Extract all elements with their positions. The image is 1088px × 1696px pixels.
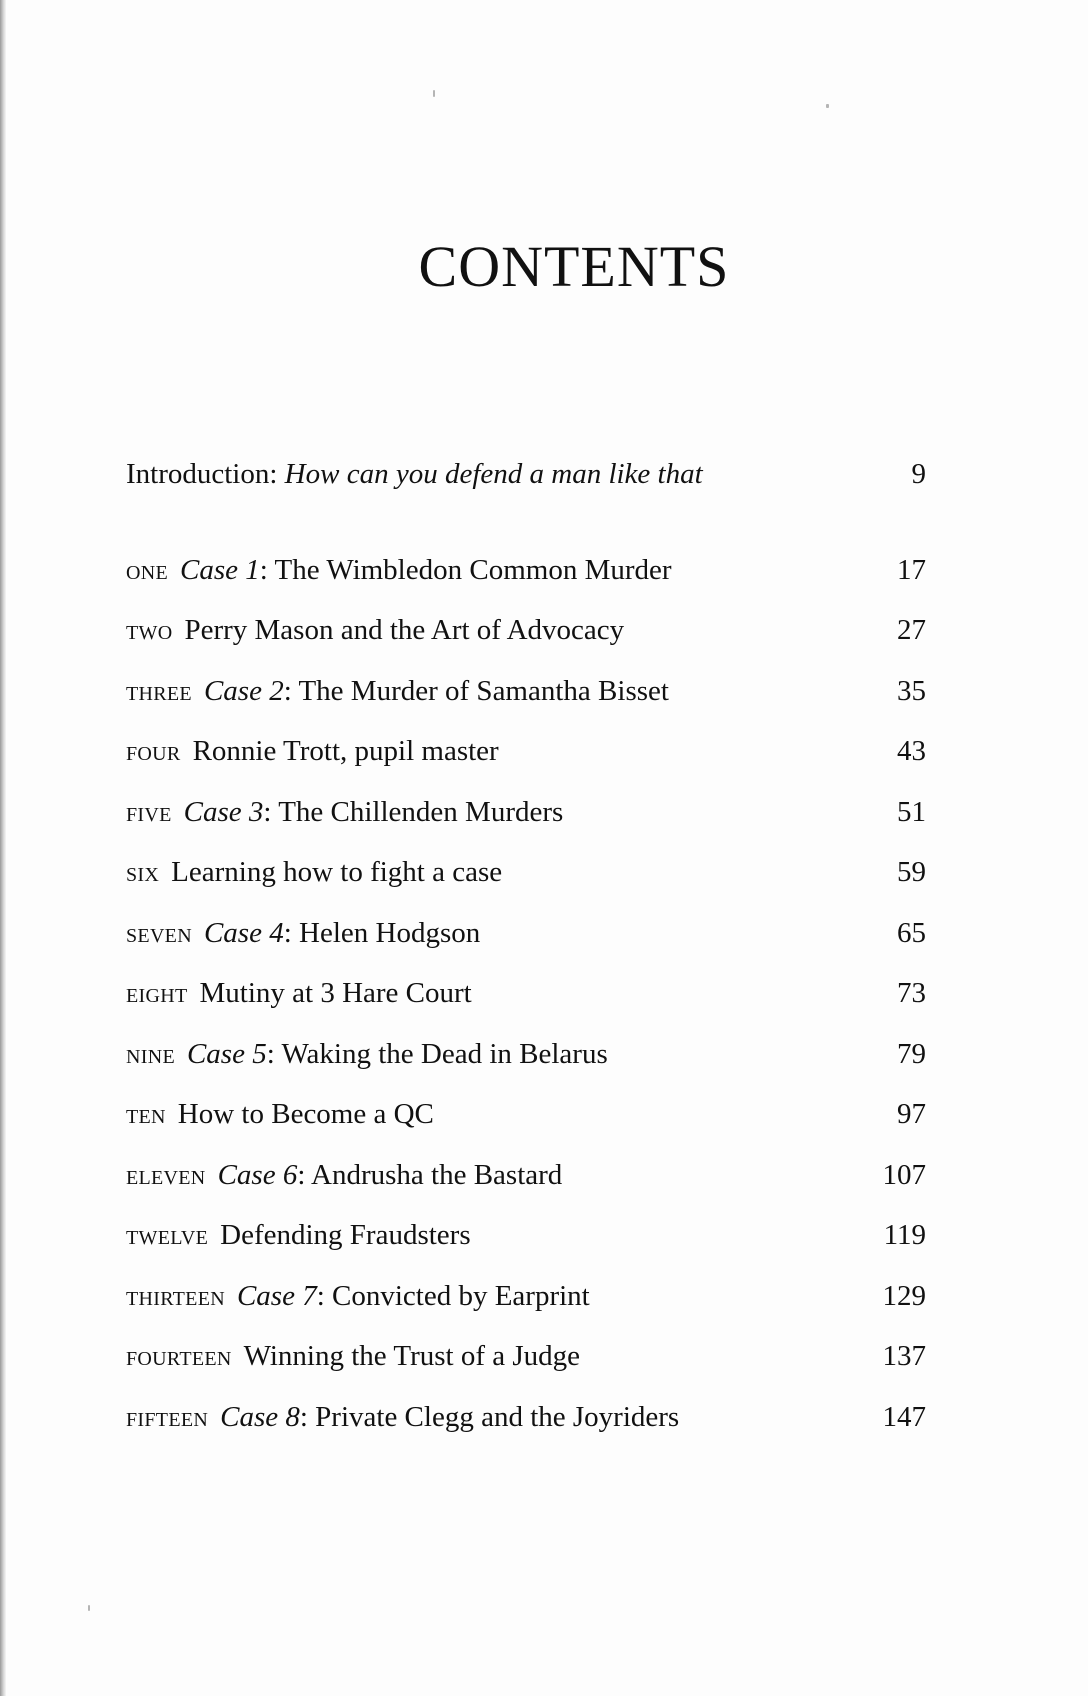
page-number: 27 (897, 614, 926, 646)
chapter-number: seven (126, 917, 192, 949)
toc-entry-introduction (126, 452, 926, 496)
case-label: Case 3 (183, 796, 264, 828)
chapter-title: : Helen Hodgson (283, 917, 481, 949)
case-label: Case 5 (186, 1038, 267, 1070)
toc-entry-chapter-15 (126, 1395, 926, 1439)
page-number: 17 (897, 554, 926, 586)
chapter-title: : Convicted by Earprint (316, 1280, 590, 1312)
case-label: Case 7 (236, 1280, 317, 1312)
toc-entry-chapter-12 (126, 1213, 926, 1257)
print-speck (88, 1605, 90, 1611)
toc-entry-chapter-9 (126, 1032, 926, 1076)
page-number: 65 (897, 917, 926, 949)
toc-entry-chapter-1 (126, 548, 926, 592)
chapter-number: three (126, 675, 192, 707)
page-number: 59 (897, 856, 926, 888)
chapter-title: Perry Mason and the Art of Advocacy (184, 614, 625, 646)
toc-entry-chapter-2 (126, 608, 926, 652)
chapter-title: Mutiny at 3 Hare Court (199, 977, 472, 1009)
chapter-title: Winning the Trust of a Judge (243, 1340, 581, 1372)
chapter-number: twelve (126, 1219, 209, 1251)
page-number: 9 (911, 458, 926, 490)
chapter-title: Learning how to fight a case (171, 856, 503, 888)
page-number: 43 (897, 735, 926, 767)
chapter-title: : Andrusha the Bastard (297, 1159, 563, 1191)
introduction-label: Introduction: (126, 458, 278, 490)
page-number: 97 (897, 1098, 926, 1130)
chapter-number: six (126, 856, 160, 888)
case-label: Case 2 (203, 675, 284, 707)
page-number: 137 (882, 1340, 926, 1372)
page-number: 51 (897, 796, 926, 828)
chapter-number: fifteen (126, 1401, 209, 1433)
print-speck (433, 90, 435, 97)
case-label: Case 6 (217, 1159, 298, 1191)
toc-entry-chapter-4 (126, 729, 926, 773)
introduction-subtitle: How can you defend a man like that (284, 458, 703, 490)
toc-entry-chapter-10 (126, 1092, 926, 1136)
chapter-title: : The Murder of Samantha Bisset (283, 675, 669, 707)
chapter-number: ten (126, 1098, 166, 1130)
chapter-title: : Private Clegg and the Joyriders (299, 1401, 680, 1433)
toc-entry-chapter-3 (126, 669, 926, 713)
toc-entry-chapter-14 (126, 1334, 926, 1378)
toc-entry-chapter-8 (126, 971, 926, 1015)
chapter-title: : Waking the Dead in Belarus (266, 1038, 608, 1070)
case-label: Case 8 (220, 1401, 300, 1433)
toc-entry-chapter-11 (126, 1153, 926, 1197)
print-speck (826, 104, 829, 108)
chapter-number: nine (126, 1038, 175, 1070)
chapter-number: fourteen (126, 1340, 232, 1372)
chapter-number: eleven (126, 1159, 206, 1191)
chapter-number: thirteen (126, 1280, 225, 1312)
page-number: 107 (882, 1159, 926, 1191)
toc-entry-chapter-6 (126, 850, 926, 894)
chapter-number: one (126, 554, 169, 586)
page-number: 147 (882, 1401, 926, 1433)
page-number: 129 (882, 1280, 926, 1312)
page-number: 73 (897, 977, 926, 1009)
page-number: 35 (897, 675, 926, 707)
chapter-title: : The Wimbledon Common Murder (259, 554, 672, 586)
chapter-number: two (126, 614, 173, 646)
toc-entry-chapter-13 (126, 1274, 926, 1318)
chapter-number: eight (126, 977, 188, 1009)
chapter-title: Defending Fraudsters (220, 1219, 471, 1251)
toc-entry-chapter-5 (126, 790, 926, 834)
page-number: 79 (897, 1038, 926, 1070)
chapter-number: five (126, 796, 172, 828)
page-title: CONTENTS (418, 234, 730, 299)
case-label: Case 4 (203, 917, 284, 949)
chapter-title: How to Become a QC (177, 1098, 434, 1130)
chapter-title: : The Chillenden Murders (263, 796, 564, 828)
case-label: Case 1 (180, 554, 260, 586)
chapter-title: Ronnie Trott, pupil master (192, 735, 499, 767)
toc-entry-chapter-7 (126, 911, 926, 955)
page-number: 119 (883, 1219, 926, 1251)
chapter-number: four (126, 735, 181, 767)
